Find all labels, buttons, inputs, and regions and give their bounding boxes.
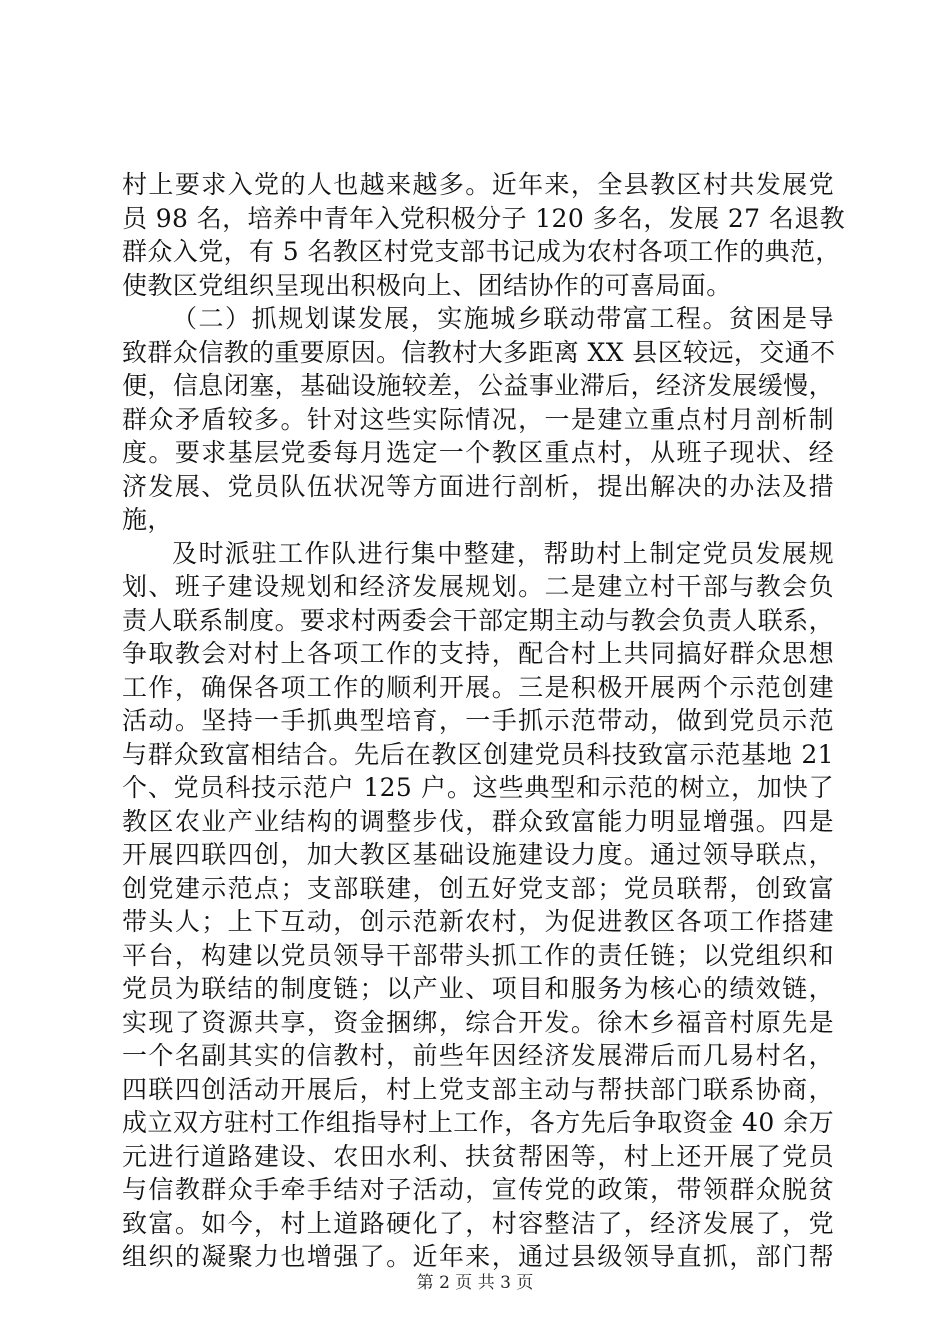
text-line: 平台，构建以党员领导干部带头抓工作的责任链；以党组织和 [122,940,834,970]
text-line: 度。要求基层党委每月选定一个教区重点村，从班子现状、经 [122,438,834,467]
text-line: 工作，确保各项工作的顺利开展。三是积极开展两个示范创建 [122,672,834,702]
text-line: 个、党员科技示范户 125 户。这些典型和示范的树立，加快了 [122,773,834,802]
text-line: 开展四联四创，加大教区基础设施建设力度。通过领导联点， [122,840,834,869]
text-line: 群众入党，有 5 名教区村党支部书记成为农村各项工作的典范， [122,237,841,266]
text-line: 使教区党组织呈现出积极向上、团结协作的可喜局面。 [122,270,732,300]
text-line: 及时派驻工作队进行集中整建，帮助村上制定党员发展规 [172,538,834,568]
text-line: 群众矛盾较多。针对这些实际情况，一是建立重点村月剖析制 [122,404,834,434]
text-line: 元进行道路建设、农田水利、扶贫帮困等，村上还开展了党员 [122,1141,834,1171]
text-line: 济发展、党员队伍状况等方面进行剖析，提出解决的办法及措 [122,471,834,501]
text-line: 组织的凝聚力也增强了。近年来，通过县级领导直抓，部门帮 [122,1242,834,1271]
text-line: 便，信息闭塞，基础设施较差，公益事业滞后，经济发展缓慢， [122,371,834,400]
text-line: 与群众致富相结合。先后在教区创建党员科技致富示范基地 21 [122,739,834,769]
text-line: 施， [122,505,173,534]
text-line: 教区农业产业结构的调整步伐，群众致富能力明显增强。四是 [122,806,834,836]
body-text [122,168,846,1274]
text-line: （二）抓规划谋发展，实施城乡联动带富工程。贫困是导 [172,304,834,333]
text-line: 创党建示范点；支部联建，创五好党支部；党员联帮，创致富 [122,873,834,903]
text-line: 活动。坚持一手抓典型培育，一手抓示范带动，做到党员示范 [122,706,834,735]
page-footer: 第 2 页 共 3 页 [416,1273,534,1293]
text-line: 带头人；上下互动，创示范新农村，为促进教区各项工作搭建 [122,907,834,936]
text-line: 党员为联结的制度链；以产业、项目和服务为核心的绩效链， [122,974,834,1003]
text-line: 一个名副其实的信教村，前些年因经济发展滞后而几易村名， [122,1041,834,1070]
text-line: 与信教群众手牵手结对子活动，宣传党的政策，带领群众脱贫 [122,1175,834,1204]
text-line: 村上要求入党的人也越来越多。近年来，全县教区村共发展党 [122,170,834,199]
text-line: 划、班子建设规划和经济发展规划。二是建立村干部与教会负 [122,572,834,601]
text-line: 员 98 名，培养中青年入党积极分子 120 多名，发展 27 名退教 [122,203,846,233]
text-line: 致富。如今，村上道路硬化了，村容整洁了，经济发展了，党 [122,1208,834,1238]
text-line: 致群众信教的重要原因。信教村大多距离 XX 县区较远，交通不 [122,337,836,367]
text-line: 实现了资源共享，资金捆绑，综合开发。徐木乡福音村原先是 [122,1007,834,1037]
text-line: 四联四创活动开展后，村上党支部主动与帮扶部门联系协商， [122,1074,834,1104]
text-line: 成立双方驻村工作组指导村上工作，各方先后争取资金 40 余万 [122,1108,834,1137]
text-line: 责人联系制度。要求村两委会干部定期主动与教会负责人联系， [122,605,834,635]
text-line: 争取教会对村上各项工作的支持，配合村上共同搞好群众思想 [122,639,834,668]
